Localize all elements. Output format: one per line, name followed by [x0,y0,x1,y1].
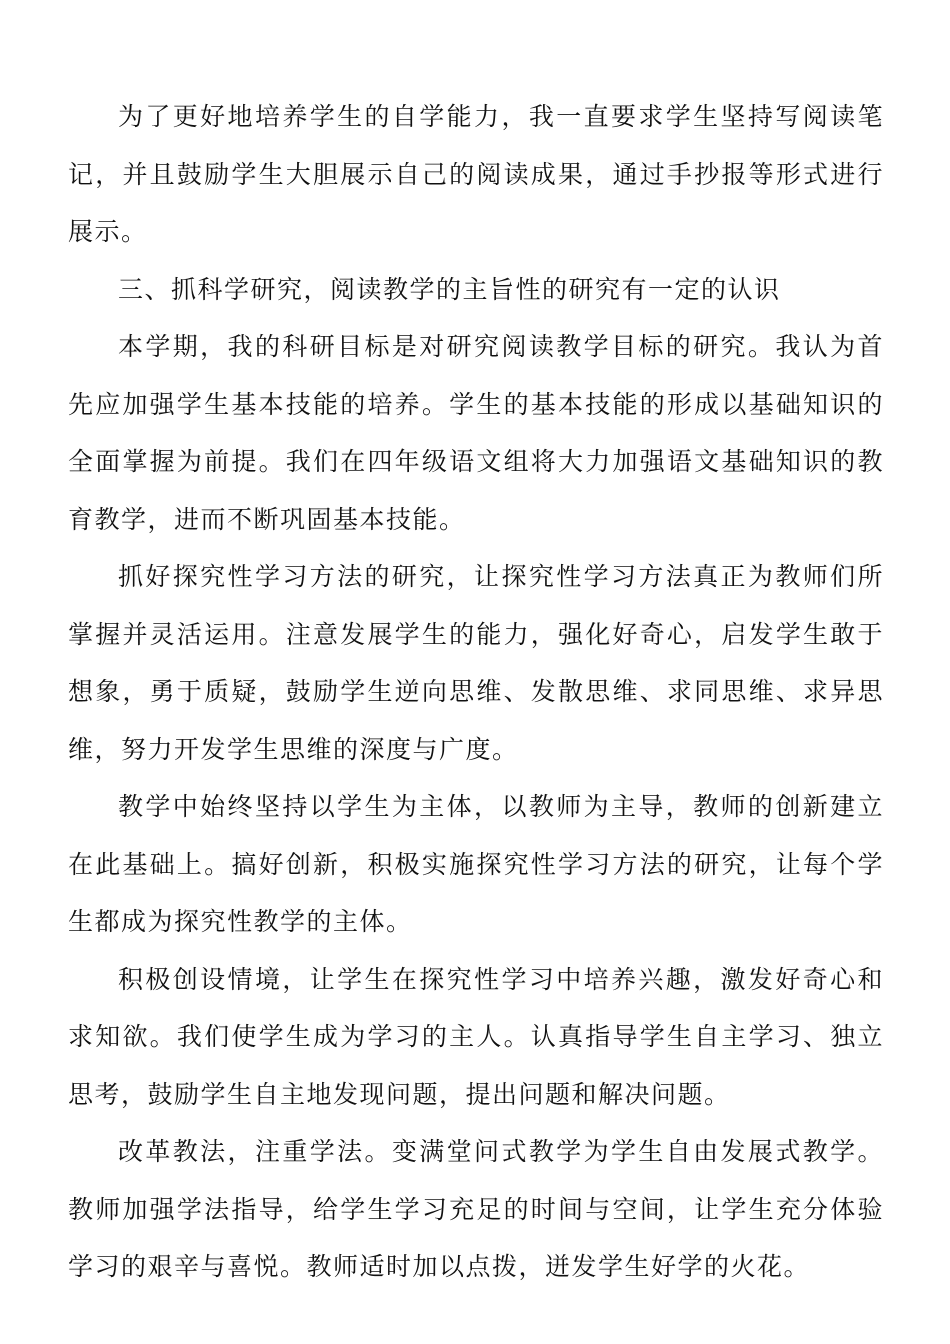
paragraph-research-goal: 本学期，我的科研目标是对研究阅读教学目标的研究。我认为首先应加强学生基本技能的培养。学生的基本技能的形成以基础知识的全面掌握为前提。我们在四年级语文组将大力加强语文基础知识的教育教学，进而不断巩固基本技能。 [68,332,884,534]
paragraph-student-subject: 教学中始终坚持以学生为主体，以教师为主导，教师的创新建立在此基础上。搞好创新，积极实施探究性学习方法的研究，让每个学生都成为探究性教学的主体。 [68,792,884,936]
paragraph-reform-teaching: 改革教法，注重学法。变满堂问式教学为学生自由发展式教学。教师加强学法指导，给学生学习充足的时间与空间，让学生充分体验学习的艰辛与喜悦。教师适时加以点拨，迸发学生好学的火花。 [68,1137,884,1281]
paragraph-reading-notes: 为了更好地培养学生的自学能力，我一直要求学生坚持写阅读笔记，并且鼓励学生大胆展示自己的阅读成果，通过手抄报等形式进行展示。 [68,102,884,246]
paragraph-inquiry-method: 抓好探究性学习方法的研究，让探究性学习方法真正为教师们所掌握并灵活运用。注意发展学生的能力，强化好奇心，启发学生敢于想象，勇于质疑，鼓励学生逆向思维、发散思维、求同思维、求异思维，努力开发学生思维的深度与广度。 [68,562,884,764]
section-heading-3: 三、抓科学研究，阅读教学的主旨性的研究有一定的认识 [118,274,781,304]
paragraph-create-situation: 积极创设情境，让学生在探究性学习中培养兴趣，激发好奇心和求知欲。我们使学生成为学习的主人。认真指导学生自主学习、独立思考，鼓励学生自主地发现问题，提出问题和解决问题。 [68,964,884,1109]
document-body [68,88,884,1296]
